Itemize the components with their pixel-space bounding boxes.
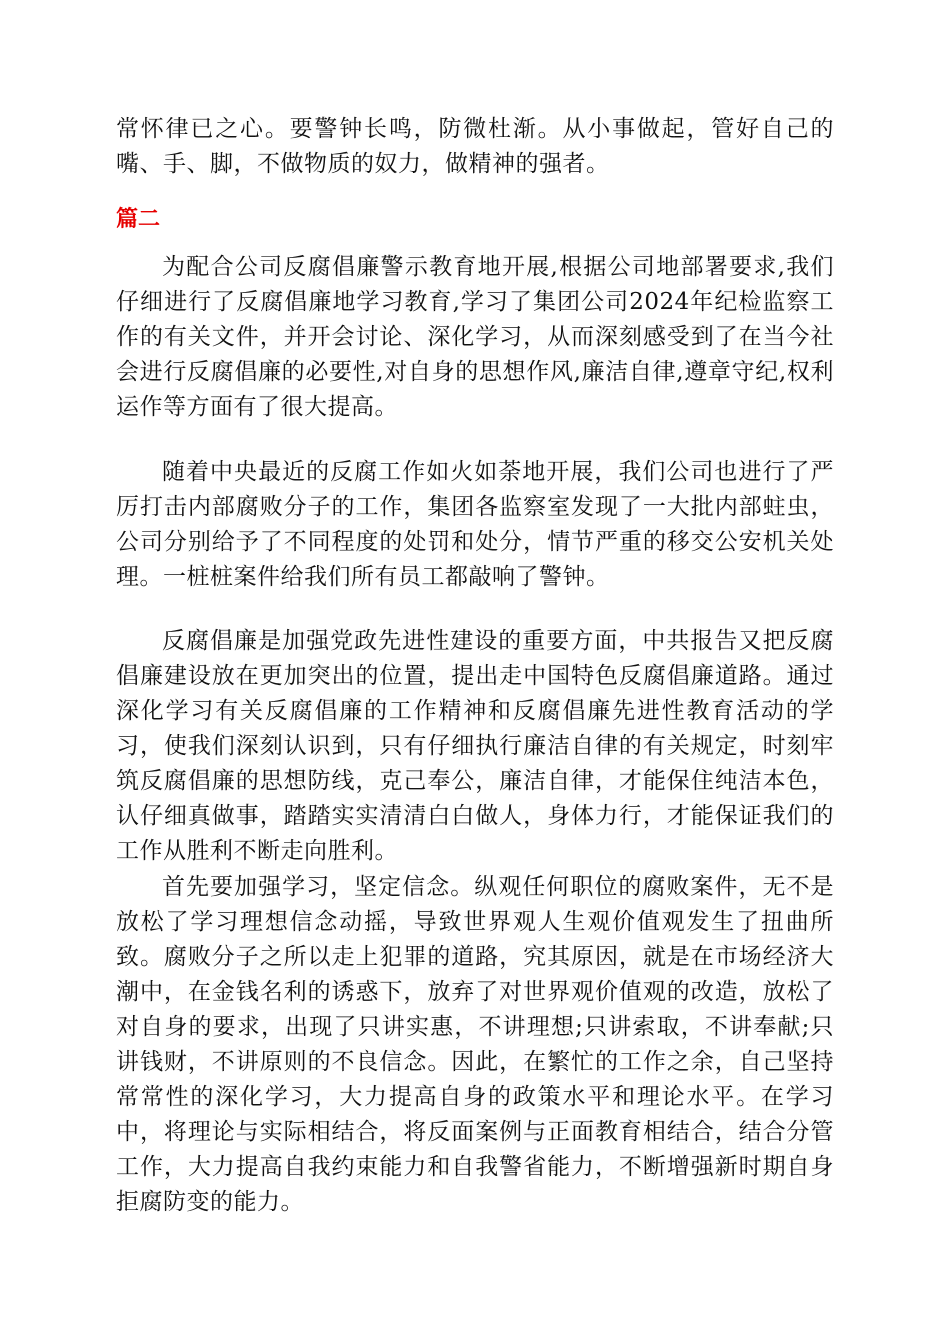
body-paragraph-1: 为配合公司反腐倡廉警示教育地开展,根据公司地部署要求,我们仔细进行了反腐倡廉地学习教育,学习了集团公司2024年纪检监察工作的有关文件，并开会讨论、深化学习，从而深刻感受到了在当今社会进行反腐倡廉的必要性,对自身的思想作风,廉洁自律,遵章守纪,权利运作等方面有了很大提高。 [116,254,834,420]
body-paragraph-3: 反腐倡廉是加强党政先进性建设的重要方面，中共报告又把反腐倡廉建设放在更加突出的位置，提出走中国特色反腐倡廉道路。通过深化学习有关反腐倡廉的工作精神和反腐倡廉先进性教育活动的学习，使我们深刻认识到，只有仔细执行廉洁自律的有关规定，时刻牢筑反腐倡廉的思想防线，克己奉公，廉洁自律，才能保住纯洁本色，认仔细真做事，踏踏实实清清白白做人，身体力行，才能保证我们的工作从胜利不断走向胜利。 [116,628,834,864]
section-heading: 篇二 [116,207,161,232]
body-paragraph-2: 随着中央最近的反腐工作如火如荼地开展，我们公司也进行了严厉打击内部腐败分子的工作，集团各监察室发现了一大批内部蛀虫，公司分别给予了不同程度的处罚和处分，情节严重的移交公安机关处理。一桩桩案件给我们所有员工都敲响了警钟。 [116,459,834,590]
continuation-paragraph: 常怀律已之心。要警钟长鸣，防微杜渐。从小事做起，管好自己的嘴、手、脚，不做物质的奴力，做精神的强者。 [116,116,834,177]
body-paragraph-4: 首先要加强学习，坚定信念。纵观任何职位的腐败案件，无不是放松了学习理想信念动摇，导致世界观人生观价值观发生了扭曲所致。腐败分子之所以走上犯罪的道路，究其原因，就是在市场经济大潮中，在金钱名利的诱惑下，放弃了对世界观价值观的改造，放松了对自身的要求，出现了只讲实惠，不讲理想;只讲索取，不讲奉献;只讲钱财，不讲原则的不良信念。因此，在繁忙的工作之余，自己坚持常常性的深化学习，大力提高自身的政策水平和理论水平。在学习中，将理论与实际相结合，将反面案例与正面教育相结合，结合分管工作，大力提高自我约束能力和自我警省能力，不断增强新时期自身拒腐防变的能力。 [116,874,834,1215]
